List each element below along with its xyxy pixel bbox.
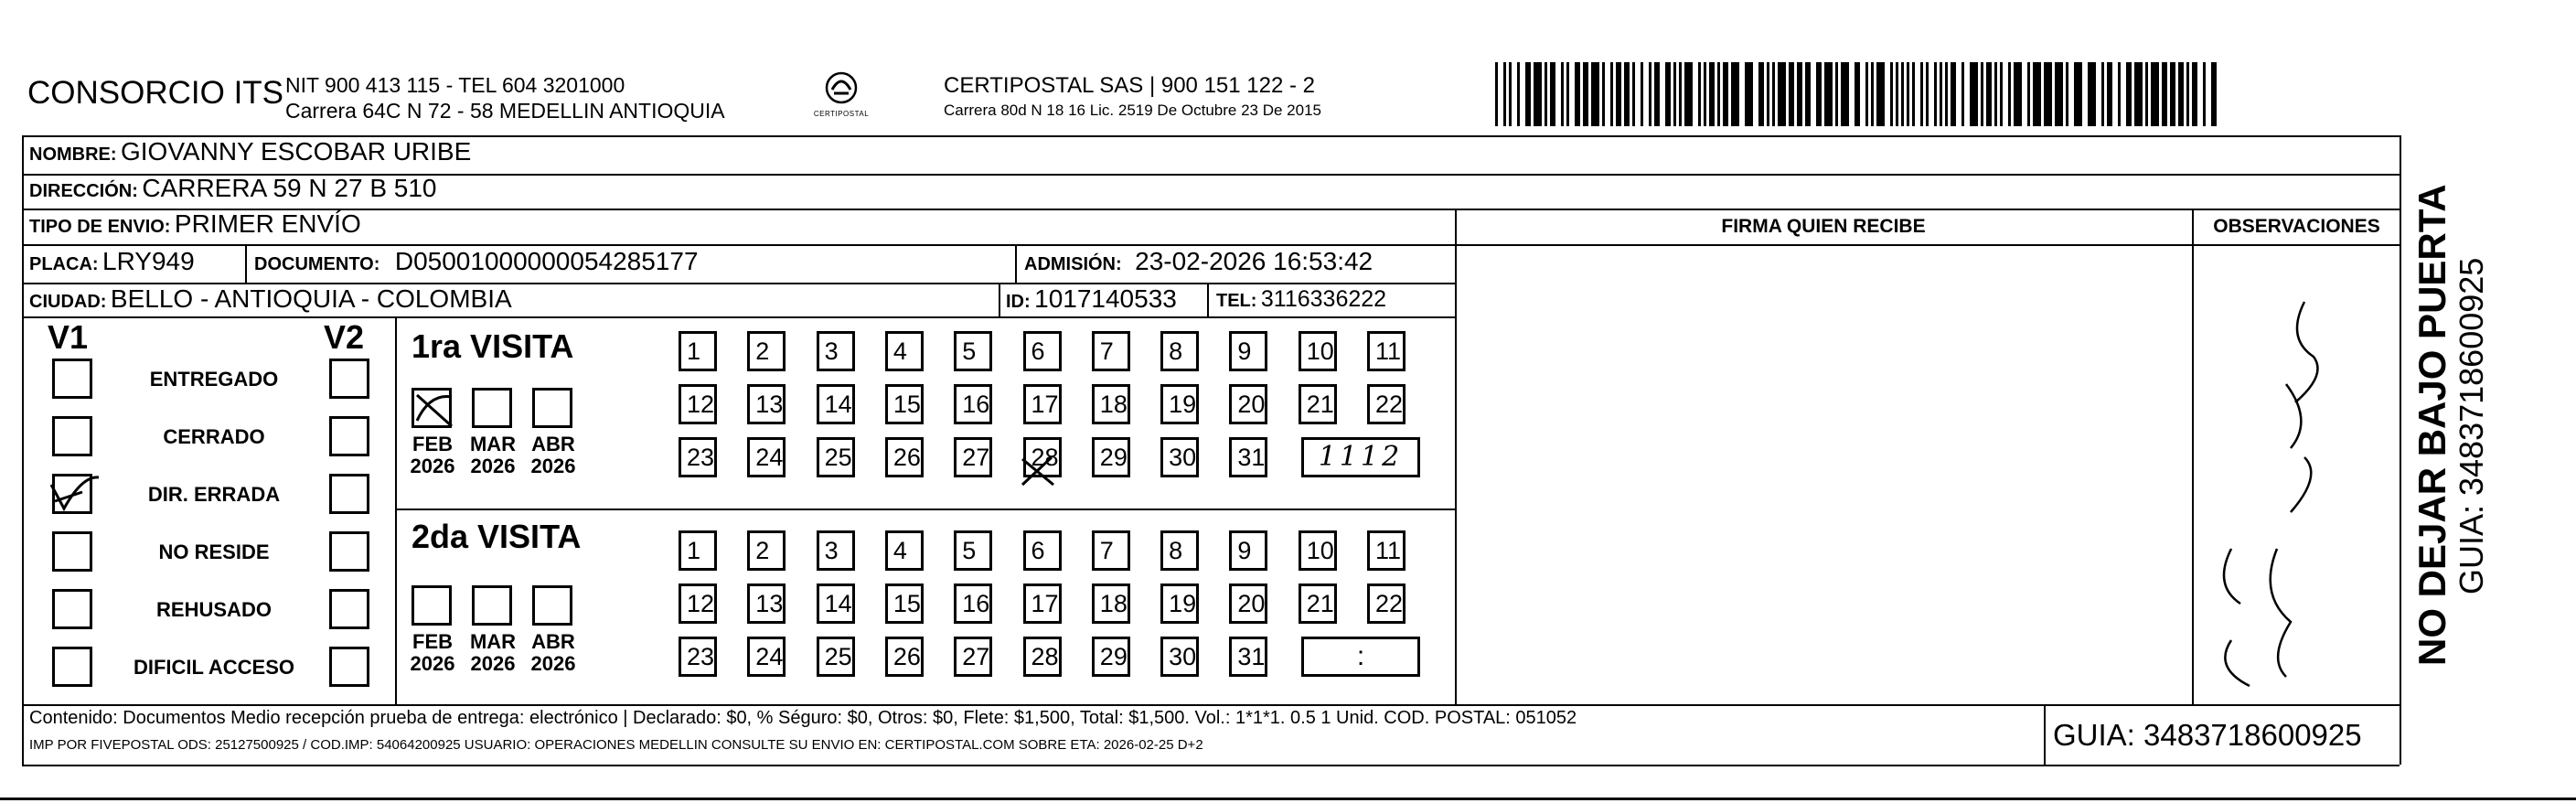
status-label-3: NO RESIDE [158, 541, 270, 563]
visit2-month-label-0 [404, 631, 461, 675]
visit1-day-10[interactable]: 10 [1299, 331, 1337, 371]
status-label-5: DIFICIL ACCESO [133, 656, 294, 679]
ciudad-label: CIUDAD: [29, 292, 107, 312]
visit2-day-10[interactable]: 10 [1299, 530, 1337, 571]
visit2-day-30[interactable]: 30 [1160, 637, 1199, 677]
direccion-label: DIRECCIÓN: [29, 181, 138, 201]
visit2-day-26[interactable]: 26 [885, 637, 924, 677]
visit1-month-checkbox-1[interactable] [472, 388, 512, 428]
company-address: Carrera 64C N 72 - 58 MEDELLIN ANTIOQUIA [285, 99, 725, 123]
barcode [1495, 62, 2218, 126]
visit2-day-20[interactable]: 20 [1229, 584, 1267, 624]
documento-value: D05001000000054285177 [394, 247, 699, 275]
nombre-value: GIOVANNY ESCOBAR URIBE [121, 137, 472, 166]
visit2-day-28[interactable]: 28 [1023, 637, 1062, 677]
tipo-value: PRIMER ENVÍO [174, 209, 361, 238]
nombre-row [29, 137, 471, 166]
visit2-day-21[interactable]: 21 [1299, 584, 1337, 624]
visit1-month-label-0 [404, 434, 461, 477]
visit2-day-19[interactable]: 19 [1160, 584, 1199, 624]
visit1-day-21[interactable]: 21 [1299, 384, 1337, 424]
visit1-day-14[interactable]: 14 [817, 384, 855, 424]
v1-checkbox-3[interactable] [52, 531, 92, 572]
footer-guia: GUIA: 3483718600925 [2053, 718, 2362, 752]
visit2-day-9[interactable]: 9 [1229, 530, 1267, 571]
certipostal-name: CERTIPOSTAL SAS | 900 151 122 - 2 [944, 73, 1315, 98]
placa-label: PLACA: [29, 254, 99, 274]
visit2-month-label-1 [465, 631, 521, 675]
side-guia: GUIA: 3483718600925 [2453, 257, 2490, 594]
visit2-day-15[interactable]: 15 [885, 584, 924, 624]
status-label-0: ENTREGADO [149, 368, 279, 391]
visit1-day-19[interactable]: 19 [1160, 384, 1199, 424]
observaciones-label: OBSERVACIONES [2213, 216, 2380, 237]
visit1-day-20[interactable]: 20 [1229, 384, 1267, 424]
visit1-day-9[interactable]: 9 [1229, 331, 1267, 371]
visit1-month-year-1: 2026 [470, 455, 516, 477]
visit1-day-6[interactable]: 6 [1023, 331, 1062, 371]
visit1-month-name-2: ABR [531, 433, 575, 455]
visit2-day-22[interactable]: 22 [1367, 584, 1406, 624]
visit2-month-year-2: 2026 [530, 652, 576, 675]
footer-content-line: Contenido: Documentos Medio recepción prueba de entrega: electrónico | Declarado: $0, % Séguro: $0, Otros: $0, Flete: $1,500, Total: $1,500. Vol.: 1*1*1. 0.5 1 Unid. COD. POSTAL: 051052 [29, 708, 1577, 728]
visit1-day-23[interactable]: 23 [679, 437, 717, 477]
v2-label: V2 [324, 318, 365, 356]
observaciones-handwriting [2224, 302, 2318, 686]
v1-checkbox-2[interactable] [52, 474, 92, 514]
visit1-day-24[interactable]: 24 [747, 437, 786, 477]
visit2-day-4[interactable]: 4 [885, 530, 924, 571]
visit2-month-checkbox-2[interactable] [532, 585, 572, 626]
status-label-2: DIR. ERRADA [147, 483, 281, 506]
visit1-day-3[interactable]: 3 [817, 331, 855, 371]
v1-checkbox-4[interactable] [52, 589, 92, 629]
visit1-day-15[interactable]: 15 [885, 384, 924, 424]
visit1-month-name-0: FEB [412, 433, 453, 455]
status-label-1: CERRADO [163, 425, 265, 448]
visit2-day-27[interactable]: 27 [954, 637, 992, 677]
visit1-month-label-2 [525, 434, 582, 477]
visit2-day-25[interactable]: 25 [817, 637, 855, 677]
v2-checkbox-5[interactable] [329, 647, 369, 687]
documento-row [254, 247, 699, 276]
visit1-day-28[interactable]: 28 [1023, 437, 1062, 477]
visit1-day-29[interactable]: 29 [1092, 437, 1130, 477]
visit1-day-31[interactable]: 31 [1229, 437, 1267, 477]
v2-checkbox-4[interactable] [329, 589, 369, 629]
admision-label: ADMISIÓN: [1024, 254, 1122, 274]
visit2-month-name-1: MAR [469, 630, 517, 653]
visit2-day-8[interactable]: 8 [1160, 530, 1199, 571]
admision-row [1024, 247, 1373, 276]
visit1-month-checkbox-0[interactable] [412, 388, 452, 428]
visit1-day-30[interactable]: 30 [1160, 437, 1199, 477]
visit2-day-2[interactable]: 2 [747, 530, 786, 571]
visit2-month-year-1: 2026 [470, 652, 516, 675]
visit1-day-5[interactable]: 5 [954, 331, 992, 371]
visit2-day-24[interactable]: 24 [747, 637, 786, 677]
certipostal-logo-text: CERTIPOSTAL [813, 110, 870, 118]
visit1-day-12[interactable]: 12 [679, 384, 717, 424]
visit2-day-14[interactable]: 14 [817, 584, 855, 624]
visit1-day-1[interactable]: 1 [679, 331, 717, 371]
visit1-month-year-2: 2026 [530, 455, 576, 477]
visit2-day-12[interactable]: 12 [679, 584, 717, 624]
side-warning: NO DEJAR BAJO PUERTA [2410, 184, 2453, 666]
documento-label: DOCUMENTO: [254, 254, 380, 274]
visit2-day-6[interactable]: 6 [1023, 530, 1062, 571]
ciudad-value: BELLO - ANTIOQUIA - COLOMBIA [110, 284, 512, 313]
visit2-day-3[interactable]: 3 [817, 530, 855, 571]
id-value: 1017140533 [1034, 284, 1177, 313]
tel-value: 3116336222 [1260, 286, 1387, 312]
v2-checkbox-3[interactable] [329, 531, 369, 572]
tipo-row [29, 209, 361, 239]
status-label-4: REHUSADO [156, 598, 272, 621]
visit2-month-name-2: ABR [531, 630, 575, 653]
visit1-month-name-1: MAR [469, 433, 517, 455]
visit1-day-27[interactable]: 27 [954, 437, 992, 477]
visit1-day-26[interactable]: 26 [885, 437, 924, 477]
visit1-month-checkbox-2[interactable] [532, 388, 572, 428]
visit1-month-label-1 [465, 434, 521, 477]
ciudad-row [29, 284, 512, 314]
footer-print-line: IMP POR FIVEPOSTAL ODS: 25127500925 / COD.IMP: 54064200925 USUARIO: OPERACIONES MEDELLIN CONSULTE SU ENVIO EN: CERTIPOSTAL.COM SOBRE ETA: 2026-02-25 D+2 [29, 737, 1203, 753]
id-label: ID: [1006, 292, 1031, 312]
placa-value: LRY949 [102, 247, 195, 275]
visit1-time-box[interactable]: 1112 [1301, 437, 1420, 477]
visit1-day-11[interactable]: 11 [1367, 331, 1406, 371]
id-row [1006, 284, 1177, 314]
certipostal-logo [814, 70, 869, 123]
visit2-day-31[interactable]: 31 [1229, 637, 1267, 677]
visit2-day-16[interactable]: 16 [954, 584, 992, 624]
visit2-day-17[interactable]: 17 [1023, 584, 1062, 624]
visit2-month-name-0: FEB [412, 630, 453, 653]
visit2-month-year-0: 2026 [410, 652, 455, 675]
visit2-day-23[interactable]: 23 [679, 637, 717, 677]
certipostal-address: Carrera 80d N 18 16 Lic. 2519 De Octubre 23 De 2015 [944, 102, 1321, 119]
visit2-day-7[interactable]: 7 [1092, 530, 1130, 571]
visit1-day-18[interactable]: 18 [1092, 384, 1130, 424]
visit2-day-29[interactable]: 29 [1092, 637, 1130, 677]
tel-label: TEL: [1216, 291, 1257, 311]
visit1-day-4[interactable]: 4 [885, 331, 924, 371]
visit1-title: 1ra VISITA [412, 327, 574, 365]
visit1-day-7[interactable]: 7 [1092, 331, 1130, 371]
visit1-day-22[interactable]: 22 [1367, 384, 1406, 424]
visit2-time-box[interactable]: : [1301, 637, 1420, 677]
visit2-day-1[interactable]: 1 [679, 530, 717, 571]
nombre-label: NOMBRE: [29, 145, 117, 165]
v1-label: V1 [48, 318, 89, 356]
visit2-title: 2da VISITA [412, 518, 582, 555]
direccion-value: CARRERA 59 N 27 B 510 [142, 174, 437, 202]
tel-row [1216, 286, 1386, 313]
tipo-label: TIPO DE ENVIO: [29, 217, 171, 237]
company-nit: NIT 900 413 115 - TEL 604 3201000 [285, 73, 625, 97]
v2-checkbox-0[interactable] [329, 359, 369, 399]
visit2-day-5[interactable]: 5 [954, 530, 992, 571]
visit1-day-13[interactable]: 13 [747, 384, 786, 424]
v1-checkbox-1[interactable] [52, 416, 92, 456]
visit1-day-25[interactable]: 25 [817, 437, 855, 477]
visit1-month-year-0: 2026 [410, 455, 455, 477]
visit2-day-18[interactable]: 18 [1092, 584, 1130, 624]
visit2-month-checkbox-0[interactable] [412, 585, 452, 626]
admision-value: 23-02-2026 16:53:42 [1135, 247, 1374, 275]
visit1-day-8[interactable]: 8 [1160, 331, 1199, 371]
v2-checkbox-2[interactable] [329, 474, 369, 514]
visit2-month-checkbox-1[interactable] [472, 585, 512, 626]
visit1-day-17[interactable]: 17 [1023, 384, 1062, 424]
firma-label: FIRMA QUIEN RECIBE [1721, 216, 1926, 237]
visit1-day-2[interactable]: 2 [747, 331, 786, 371]
placa-row [29, 247, 195, 276]
visit1-day-16[interactable]: 16 [954, 384, 992, 424]
direccion-row [29, 174, 437, 203]
visit2-day-13[interactable]: 13 [747, 584, 786, 624]
v2-checkbox-1[interactable] [329, 416, 369, 456]
company-name: CONSORCIO ITS [27, 75, 284, 111]
visit2-day-11[interactable]: 11 [1367, 530, 1406, 571]
v1-checkbox-0[interactable] [52, 359, 92, 399]
v1-checkbox-5[interactable] [52, 647, 92, 687]
visit2-month-label-2 [525, 631, 582, 675]
